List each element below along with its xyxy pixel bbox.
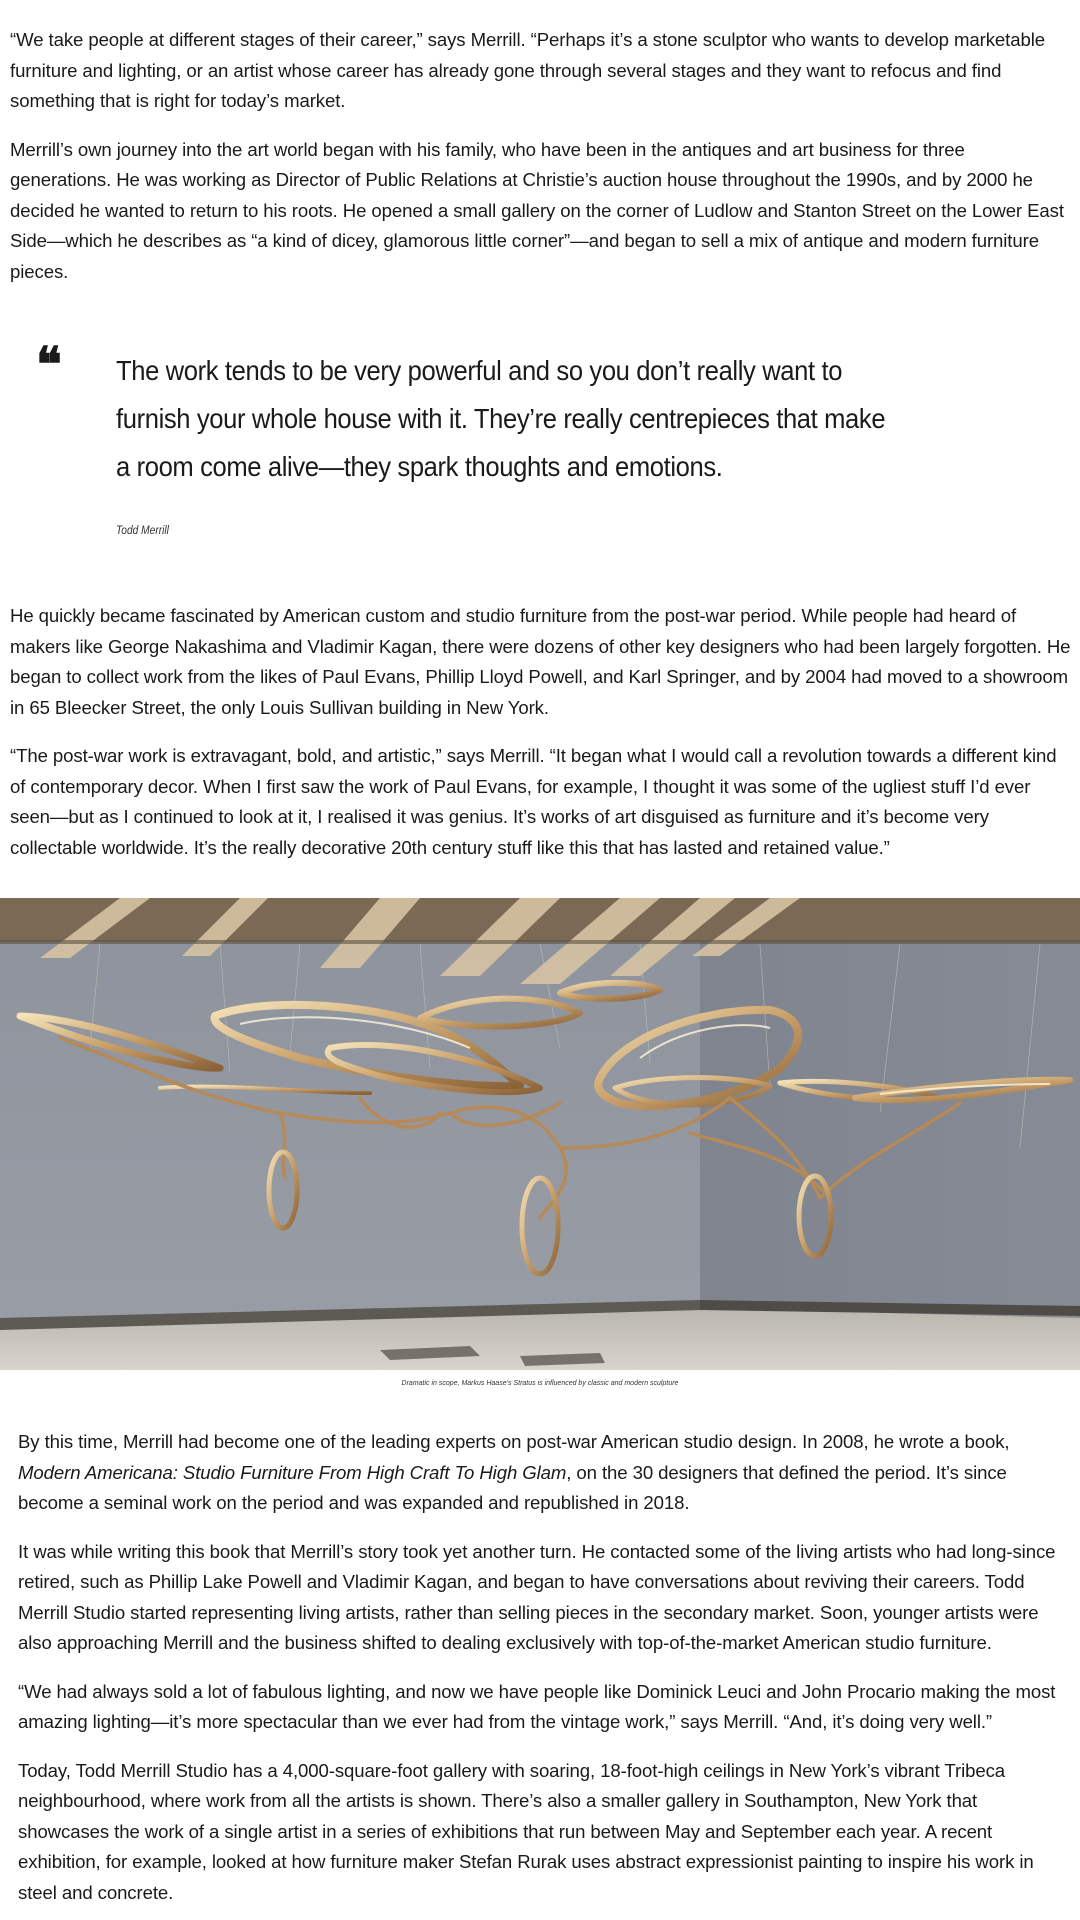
pullquote-text: The work tends to be very powerful and so you don’t really want to furnish your whole house with it. They’re really centrepieces that make a room come alive—they spark thoughts and emotions. xyxy=(116,355,886,482)
paragraph-book xyxy=(18,1427,1066,1519)
closing-section xyxy=(18,1427,1066,1908)
paragraph-lighting: “We had always sold a lot of fabulous lighting, and now we have people like Dominick Leuci and John Procario making the most amazing lighting—it’s more spectacular than we ever had from the vintage work,” says Merrill. “And, it’s doing very well.” xyxy=(18,1680,1056,1732)
book-text-after: , on the 30 designers that defined the period. It’s since become a seminal work on the period and was expanded and republished in 2018. xyxy=(18,1461,1007,1513)
quote-mark-icon: ❝ xyxy=(36,337,62,393)
paragraph-career-stages: “We take people at different stages of their career,” says Merrill. “Perhaps it’s a stone sculptor who wants to develop marketable furniture and lighting, or an artist whose career has already gone through several stages and they want to refocus and find something that is right for today’s market. xyxy=(10,29,1045,111)
paragraph-post-war-fascination: He quickly became fascinated by American custom and studio furniture from the post-war period. While people had heard of makers like George Nakashima and Vladimir Kagan, there were dozens of other key designers who had been largely forgotten. He began to collect work from the likes of Paul Evans, Phillip Lloyd Powell, and Karl Springer, and by 2004 had moved to a showroom in 65 Bleecker Street, the only Louis Sullivan building in New York. xyxy=(10,605,1071,718)
stratus-sculpture-photo xyxy=(0,898,1080,1370)
book-title: Modern Americana: Studio Furniture From High Craft To High Glam xyxy=(18,1461,567,1483)
middle-section xyxy=(10,601,1072,863)
book-text-before: By this time, Merrill had become one of the leading experts on post-war American studio design. In 2008, he wrote a book, xyxy=(18,1431,1010,1452)
paragraph-tribeca-gallery: Today, Todd Merrill Studio has a 4,000-square-foot gallery with soaring, 18-foot-high ceilings in New York’s vibrant Tribeca neighbourhood, where work from all the artists is shown. There’s also a smaller gallery in Southampton, New York that showcases the work of a single artist in a series of exhibitions that run between May and September each year. A recent exhibition, for example, looked at how furniture maker Stefan Rurak uses abstract expressionist painting to inspire his work in steel and concrete. xyxy=(18,1759,1034,1903)
paragraph-post-war-quote: “The post-war work is extravagant, bold, and artistic,” says Merrill. “It began what I would call a revolution towards a different kind of contemporary decor. When I first saw the work of Paul Evans, for example, I thought it was some of the ugliest stuff I’d ever seen—but as I continued to look at it, I realised it was genius. It’s works of art disguised as furniture and it’s become very collectable worldwide. It’s the really decorative 20th century stuff like this that has lasted and retained value.” xyxy=(10,745,1057,858)
paragraph-living-artists: It was while writing this book that Merrill’s story took yet another turn. He contacted some of the living artists who had long-since retired, such as Phillip Lake Powell and Vladimir Kagan, and began to have conversations about reviving their careers. Todd Merrill Studio started representing living artists, rather than selling pieces in the secondary market. Soon, younger artists were also approaching Merrill and the business shifted to dealing exclusively with top-of-the-market American studio furniture. xyxy=(18,1540,1056,1653)
paragraph-merrill-journey: Merrill’s own journey into the art world began with his family, who have been in the antiques and art business for three generations. He was working as Director of Public Relations at Christie’s auction house throughout the 1990s, and by 2000 he decided he wanted to return to his roots. He opened a small gallery on the corner of Ludlow and Stanton Street on the Lower East Side—which he describes as “a kind of dicey, glamorous little corner”—and began to sell a mix of antique and modern furniture pieces. xyxy=(10,138,1064,282)
pullquote-attribution: Todd Merrill xyxy=(116,523,169,537)
figure-caption: Dramatic in scope, Markus Haase’s Stratus is influenced by classic and modern sculpture xyxy=(401,1380,679,1387)
intro-section xyxy=(10,25,1068,287)
